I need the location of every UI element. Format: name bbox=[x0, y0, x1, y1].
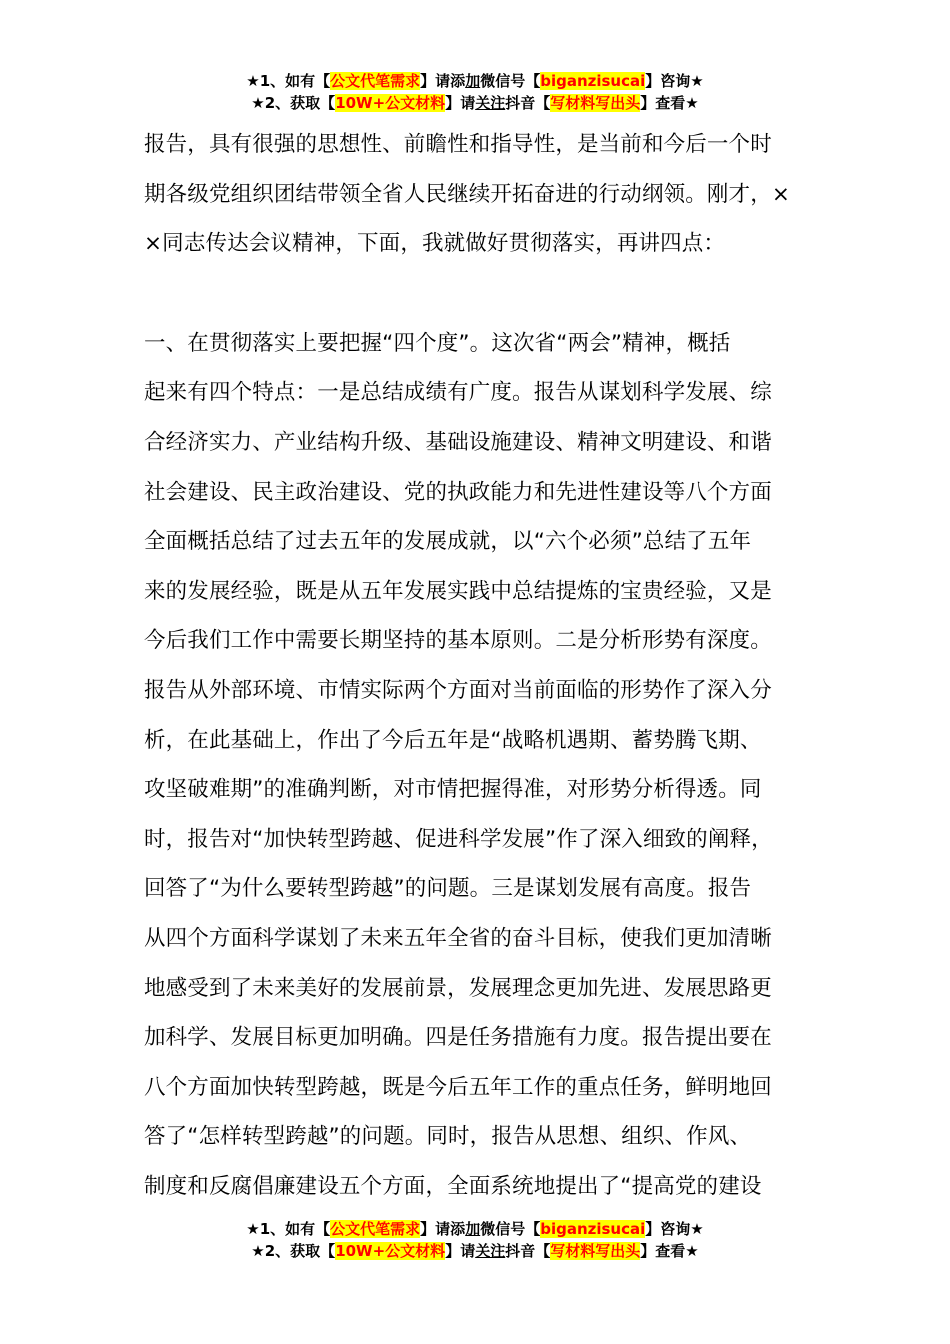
banner-text: 微信号【 bbox=[480, 1220, 541, 1238]
header-banner bbox=[0, 70, 950, 114]
text-line: 报告从外部环境、市情实际两个方面对当前面临的形势作了深入分 bbox=[144, 677, 772, 703]
text-line: 全面概括总结了过去五年的发展成就，以“六个必须”总结了五年 bbox=[144, 529, 752, 555]
text-line: 加科学、发展目标更加明确。四是任务措施有力度。报告提出要在 bbox=[144, 1025, 772, 1051]
banner-text: 抖音【 bbox=[505, 94, 551, 112]
text-line: 地感受到了未来美好的发展前景，发展理念更加先进、发展思路更 bbox=[144, 975, 772, 1001]
banner-text: 】查看★ bbox=[640, 94, 699, 112]
banner-highlight: 10W+公文材料 bbox=[335, 1242, 446, 1260]
text-line: 来的发展经验，既是从五年发展实践中总结提炼的宝贵经验，又是 bbox=[144, 578, 772, 604]
banner-text: ★1、如有【 bbox=[246, 72, 331, 90]
text-line: 起来有四个特点：一是总结成绩有广度。报告从谋划科学发展、综 bbox=[144, 380, 772, 406]
paragraph-2 bbox=[144, 319, 834, 1212]
banner-emphasis: 关注 bbox=[475, 94, 506, 112]
banner-highlight: 10W+公文材料 bbox=[335, 94, 446, 112]
text-line: 报告，具有很强的思想性、前瞻性和指导性，是当前和今后一个时 bbox=[144, 132, 772, 157]
banner-text: ★2、获取【 bbox=[251, 1242, 336, 1260]
banner-text: 】请添 bbox=[420, 1220, 466, 1238]
paragraph-gap bbox=[144, 269, 834, 319]
banner-text: 】咨询★ bbox=[645, 1220, 704, 1238]
text-line: 一、在贯彻落实上要把握“四个度”。这次省“两会”精神，概括 bbox=[144, 330, 731, 356]
text-line: 从四个方面科学谋划了未来五年全省的奋斗目标，使我们更加清晰 bbox=[144, 925, 772, 951]
banner-emphasis: 关注 bbox=[475, 1242, 506, 1260]
text-line: ×同志传达会议精神，下面，我就做好贯彻落实，再讲四点： bbox=[144, 231, 726, 257]
text-line: 期各级党组织团结带领全省人民继续开拓奋进的行动纲领。刚才，× bbox=[144, 181, 791, 207]
text-line: 回答了“为什么要转型跨越”的问题。三是谋划发展有高度。报告 bbox=[144, 876, 752, 902]
banner-text: ★2、获取【 bbox=[251, 94, 336, 112]
banner-text: 】查看★ bbox=[640, 1242, 699, 1260]
document-body bbox=[144, 120, 834, 1211]
banner-highlight: 公文代笔需求 bbox=[330, 72, 421, 90]
banner-line-1 bbox=[0, 70, 950, 92]
banner-line-1 bbox=[0, 1218, 950, 1240]
text-line: 今后我们工作中需要长期坚持的基本原则。二是分析形势有深度。 bbox=[144, 628, 772, 654]
banner-line-2 bbox=[0, 1240, 950, 1262]
banner-text: 】请 bbox=[445, 1242, 476, 1260]
text-line: 八个方面加快转型跨越，既是今后五年工作的重点任务，鲜明地回 bbox=[144, 1074, 772, 1100]
text-line: 社会建设、民主政治建设、党的执政能力和先进性建设等八个方面 bbox=[144, 479, 772, 505]
banner-highlight: 公文代笔需求 bbox=[330, 1220, 421, 1238]
paragraph-1 bbox=[144, 120, 834, 269]
banner-text: ★1、如有【 bbox=[246, 1220, 331, 1238]
banner-emphasis: 加 bbox=[465, 72, 481, 90]
banner-text: 】请添 bbox=[420, 72, 466, 90]
banner-highlight: 写材料写出头 bbox=[550, 1242, 641, 1260]
banner-line-2 bbox=[0, 92, 950, 114]
banner-text: 】请 bbox=[445, 94, 476, 112]
text-line: 析，在此基础上，作出了今后五年是“战略机遇期、蓄势腾飞期、 bbox=[144, 727, 762, 753]
text-line: 时，报告对“加快转型跨越、促进科学发展”作了深入细致的阐释， bbox=[144, 826, 773, 852]
banner-highlight: biganzisucai bbox=[540, 72, 646, 90]
banner-text: 】咨询★ bbox=[645, 72, 704, 90]
banner-emphasis: 加 bbox=[465, 1220, 481, 1238]
banner-highlight: biganzisucai bbox=[540, 1220, 646, 1238]
banner-text: 微信号【 bbox=[480, 72, 541, 90]
text-line: 合经济实力、产业结构升级、基础设施建设、精神文明建设、和谐 bbox=[144, 429, 772, 455]
text-line: 攻坚破难期”的准确判断，对市情把握得准，对形势分析得透。同 bbox=[144, 777, 762, 803]
text-line: 制度和反腐倡廉建设五个方面，全面系统地提出了“提高党的建设 bbox=[144, 1173, 762, 1199]
footer-banner bbox=[0, 1218, 950, 1262]
text-line: 答了“怎样转型跨越”的问题。同时，报告从思想、组织、作风、 bbox=[144, 1124, 752, 1150]
banner-text: 抖音【 bbox=[505, 1242, 551, 1260]
banner-highlight: 写材料写出头 bbox=[550, 94, 641, 112]
